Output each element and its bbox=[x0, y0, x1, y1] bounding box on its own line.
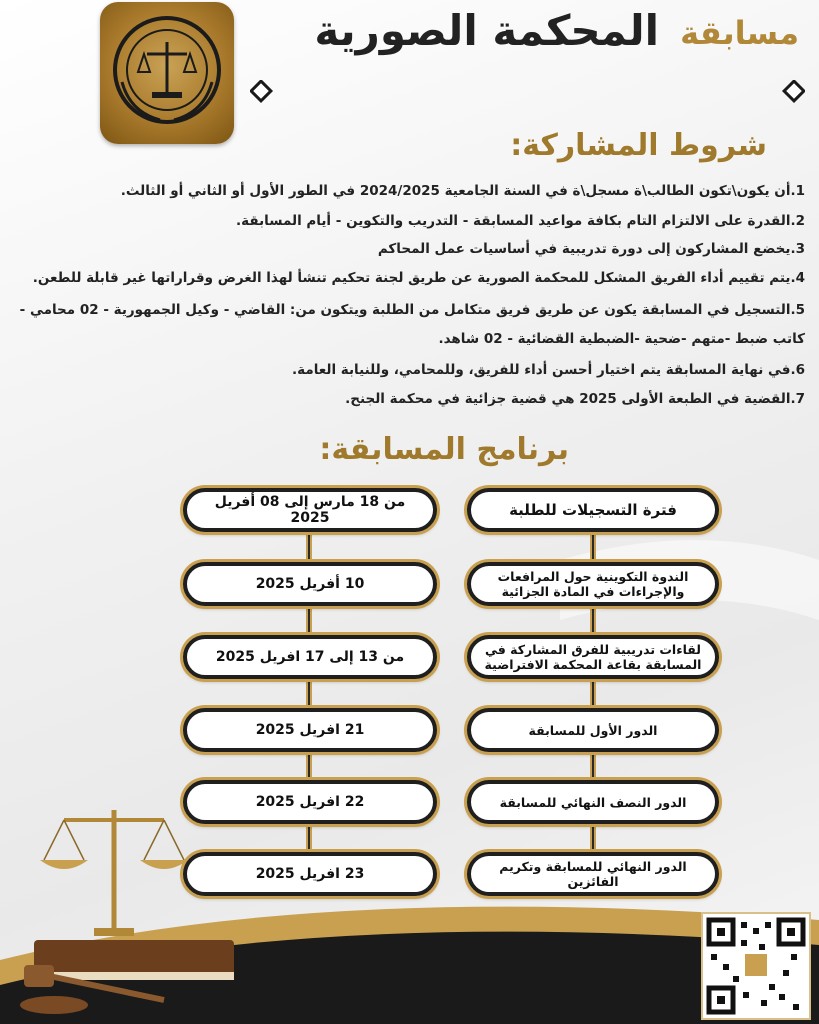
program-date: 22 افريل 2025 bbox=[183, 780, 437, 824]
program-date: 10 أفريل 2025 bbox=[183, 562, 437, 606]
program-event: فترة التسجيلات للطلبة bbox=[467, 488, 719, 532]
program-event: لقاءات تدريبية للفرق المشاركة في المسابقة بقاعة المحكمة الافتراضية bbox=[467, 635, 719, 679]
qr-code-icon bbox=[701, 912, 811, 1020]
condition-item: 6.في نهاية المسابقة يتم اختيار أحسن أداء للفريق، وللمحامي، وللنيابة العامة. bbox=[292, 362, 805, 378]
program-event: الدور النصف النهائي للمسابقة bbox=[467, 780, 719, 824]
university-logo-icon bbox=[100, 2, 234, 144]
condition-item: 7.القضية في الطبعة الأولى 2025 هي قضية جزائية في محكمة الجنح. bbox=[345, 391, 805, 407]
program-date: من 18 مارس إلى 08 أفريل 2025 bbox=[183, 488, 437, 532]
program-event: الدور الأول للمسابقة bbox=[467, 708, 719, 752]
condition-item: 3.يخضع المشاركون إلى دورة تدريبية في أساسيات عمل المحاكم bbox=[377, 241, 805, 257]
condition-item: 5.التسجيل في المسابقة يكون عن طريق فريق متكامل من الطلبة ويتكون من: القاضي - وكيل الجمهورية - 02 محامي - bbox=[19, 302, 805, 318]
condition-item: كاتب ضبط -متهم -ضحية -الضبطية القضائية - 02 شاهد. bbox=[438, 331, 805, 347]
page-title: المحكمة الصورية bbox=[314, 6, 659, 55]
program-event: الدور النهائي للمسابقة وتكريم الفائزين bbox=[467, 852, 719, 896]
program-heading: برنامج المسابقة: bbox=[319, 432, 569, 467]
conditions-heading: شروط المشاركة: bbox=[510, 128, 767, 163]
title-divider bbox=[250, 80, 805, 104]
program-date: 23 افريل 2025 bbox=[183, 852, 437, 896]
scales-of-justice-icon bbox=[14, 800, 244, 1020]
condition-item: 4.يتم تقييم أداء الفريق المشكل للمحكمة الصورية عن طريق لجنة تحكيم تنشأ لهذا الغرض وقراراتها غير قابلة للطعن. bbox=[32, 270, 805, 286]
program-event: الندوة التكوينية حول المرافعات والإجراءات في المادة الجزائية bbox=[467, 562, 719, 606]
condition-item: 1.أن يكون\تكون الطالب\ة مسجل\ة في السنة الجامعية 2024/2025 في الطور الأول أو الثاني أو الثالث. bbox=[120, 183, 805, 199]
condition-item: 2.القدرة على الالتزام التام بكافة مواعيد المسابقة - التدريب والتكوين - أيام المسابقة. bbox=[236, 213, 805, 229]
program-date: 21 افريل 2025 bbox=[183, 708, 437, 752]
program-date: من 13 إلى 17 افريل 2025 bbox=[183, 635, 437, 679]
title-prefix: مسابقة bbox=[680, 14, 799, 52]
